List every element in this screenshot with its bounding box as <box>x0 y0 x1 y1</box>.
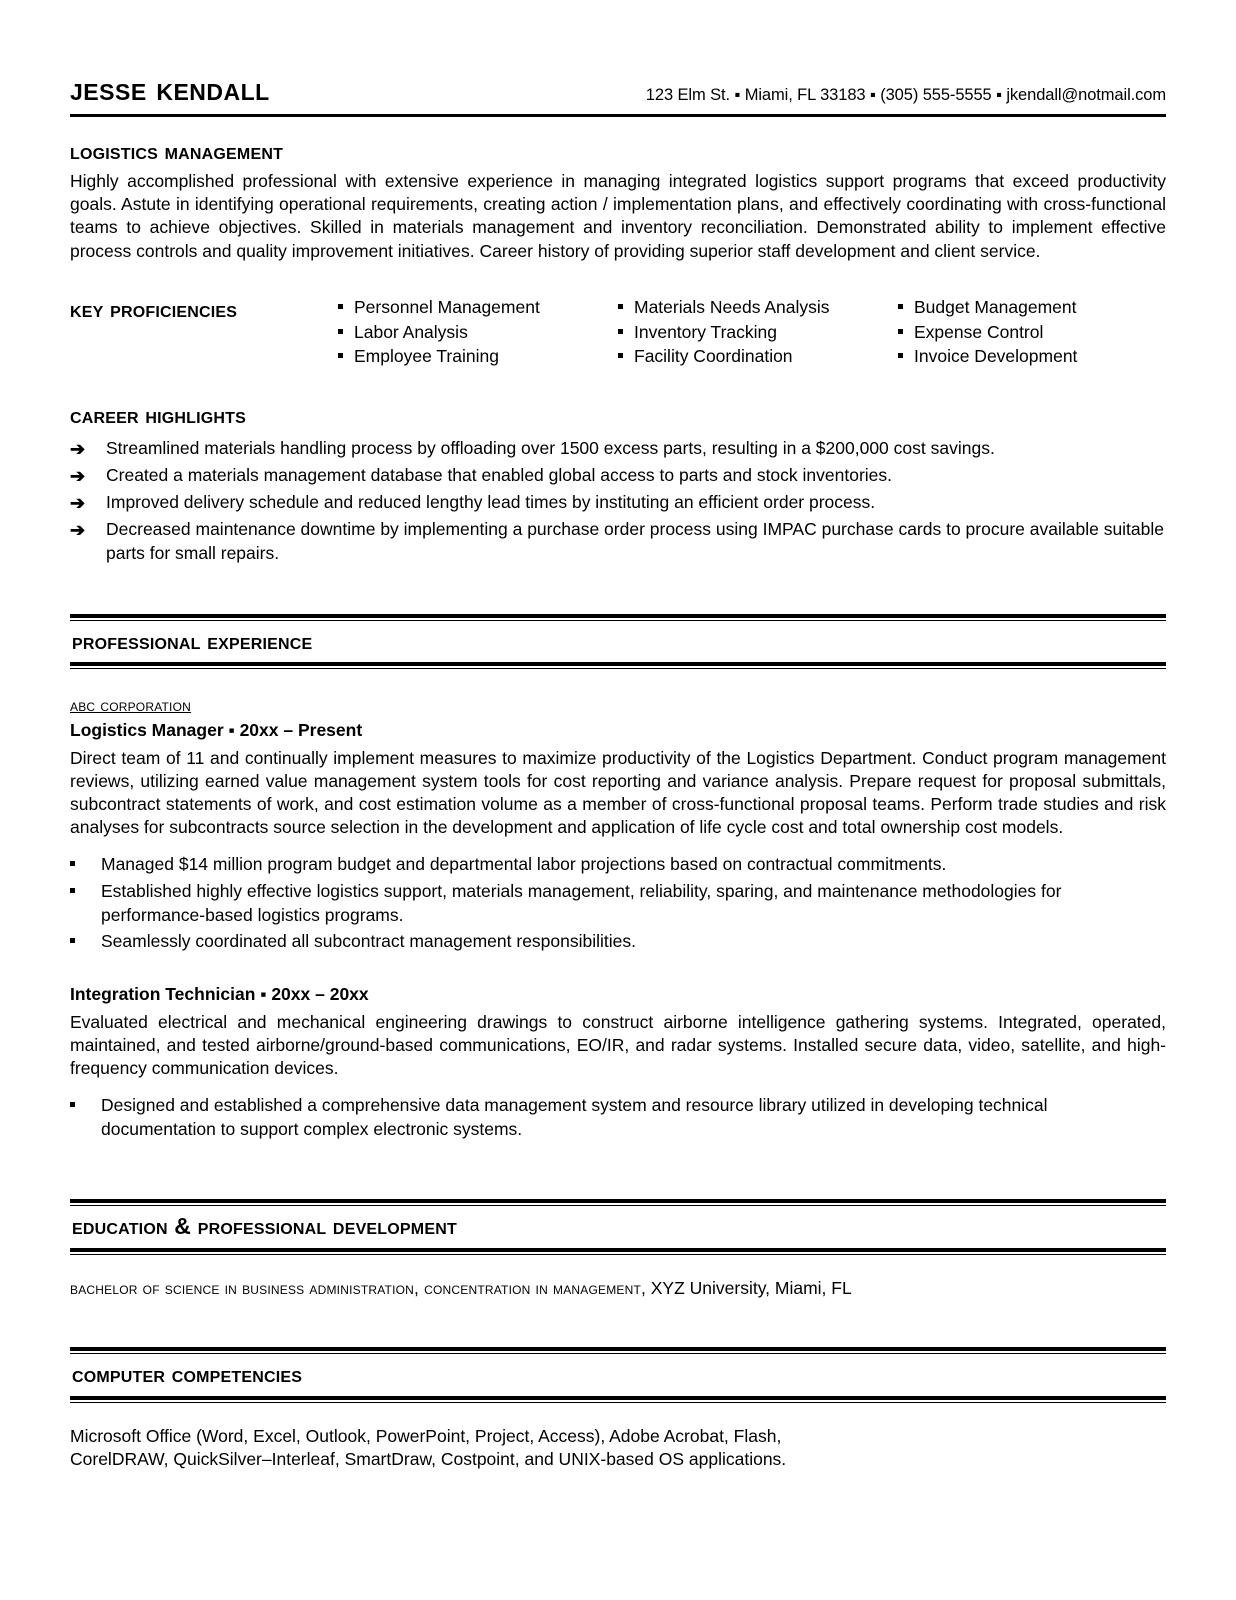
computer-title: computer competencies <box>72 1361 303 1388</box>
list-item <box>70 853 1166 877</box>
arrow-bullet-icon: ➔ <box>70 520 86 541</box>
section-rule-top <box>70 1199 1166 1206</box>
proficiencies-columns <box>338 295 1166 370</box>
highlight-text: Improved delivery schedule and reduced lengthy lead times by instituting an efficient order process. <box>106 492 876 513</box>
contact-line: 123 Elm St. ▪ Miami, FL 33183 ▪ (305) 555-5555 ▪ jkendall@notmail.com <box>645 86 1166 104</box>
proficiency-label: Materials Needs Analysis <box>634 296 830 317</box>
section-rule-bottom <box>70 1248 1166 1255</box>
company-name: abc corporation <box>70 694 191 715</box>
square-bullet-icon <box>70 1094 101 1107</box>
square-bullet-icon <box>70 880 101 893</box>
proficiency-label: Invoice Development <box>914 346 1078 367</box>
square-bullet-icon <box>70 930 101 943</box>
square-bullet-icon <box>338 304 343 309</box>
proficiency-label: Employee Training <box>354 346 499 367</box>
bullet-text: Designed and established a comprehensive data management system and resource library utilized in developing technical documentation to support complex electronic systems. <box>101 1095 1048 1139</box>
education-entry <box>70 1277 1166 1300</box>
resume-header <box>70 0 1166 107</box>
square-bullet-icon <box>618 353 623 358</box>
job-bullets <box>70 1094 1166 1141</box>
header-divider <box>70 114 1166 117</box>
summary-title: logistics management <box>70 138 284 164</box>
section-rule-bottom <box>70 1396 1166 1403</box>
computer-skills-line: CorelDRAW, QuickSilver–Interleaf, SmartDraw, Costpoint, and UNIX-based OS applications. <box>70 1448 787 1469</box>
proficiencies-column <box>338 295 618 370</box>
section-rule-top <box>70 614 1166 621</box>
arrow-bullet-icon: ➔ <box>70 493 86 514</box>
job-title: Logistics Manager ▪ 20xx – Present <box>70 719 363 740</box>
square-bullet-icon <box>338 353 343 358</box>
computer-skills <box>70 1425 1166 1472</box>
highlights-title: career highlights <box>70 402 247 429</box>
job-description: Direct team of 11 and continually implement measures to maximize productivity of the Logistics Department. Conduct program management reviews, utilizing earned value management system tools for cost reporting and variance analysis. Prepare request for proposal submittals, subcontract statements of work, and cost estimation volume as a member of cross-functional proposal teams. Perform trade studies and risk analyses for subcontracts source selection in the development and application of life cycle cost and total ownership cost models. <box>70 747 1166 838</box>
list-item <box>338 295 618 320</box>
list-item <box>618 344 898 369</box>
list-item <box>898 320 1148 345</box>
square-bullet-icon <box>898 329 903 334</box>
arrow-bullet-icon: ➔ <box>70 465 86 486</box>
list-item <box>70 437 1166 461</box>
bullet-text: Seamlessly coordinated all subcontract management responsibilities. <box>101 931 636 952</box>
education-title: education & professional development <box>72 1213 457 1240</box>
job-description: Evaluated electrical and mechanical engineering drawings to construct airborne intelligence gathering systems. Integrated, operated, maintained, and tested airborne/ground-based communications, EO/IR, and radar systems. Installed secure data, video, satellite, and high-frequency communication devices. <box>70 1011 1166 1078</box>
bullet-text: Managed $14 million program budget and departmental labor projections based on contractual commitments. <box>101 854 947 875</box>
square-bullet-icon <box>338 329 343 334</box>
list-item <box>898 344 1148 369</box>
proficiency-label: Facility Coordination <box>634 346 793 367</box>
highlight-text: Decreased maintenance downtime by implementing a purchase order process using IMPAC purchase cards to procure available suitable parts for small repairs. <box>106 519 1165 564</box>
list-item <box>70 491 1166 515</box>
highlight-text: Created a materials management database that enabled global access to parts and stock inventories. <box>106 464 893 485</box>
degree-institution: , XYZ University, Miami, FL <box>641 1277 852 1298</box>
proficiencies-column <box>618 295 898 370</box>
list-item <box>70 930 1166 954</box>
key-proficiencies-section <box>70 295 1166 370</box>
resume-content <box>70 0 1166 1471</box>
square-bullet-icon <box>898 304 903 309</box>
list-item <box>338 344 618 369</box>
section-rule-top <box>70 1347 1166 1354</box>
proficiencies-title: key proficiencies <box>70 295 238 322</box>
list-item <box>338 320 618 345</box>
section-rule-bottom <box>70 662 1166 669</box>
highlights-list <box>70 437 1166 566</box>
square-bullet-icon <box>70 853 101 866</box>
list-item <box>70 1094 1166 1141</box>
proficiency-label: Inventory Tracking <box>634 321 777 342</box>
square-bullet-icon <box>618 329 623 334</box>
experience-entry <box>70 669 1166 1141</box>
list-item <box>70 518 1166 565</box>
job-title: Integration Technician ▪ 20xx – 20xx <box>70 983 369 1004</box>
degree-name: bachelor of science in business administration, concentration in management <box>70 1277 642 1298</box>
list-item <box>618 295 898 320</box>
job-bullets <box>70 853 1166 954</box>
list-item <box>70 464 1166 488</box>
arrow-bullet-icon: ➔ <box>70 438 86 459</box>
candidate-name: jesse kendall <box>70 70 270 107</box>
proficiency-label: Personnel Management <box>354 296 540 317</box>
bullet-text: Established highly effective logistics support, materials management, reliability, sparing, and maintenance methodologies for performance-based logistics programs. <box>101 880 1062 925</box>
computer-skills-line: Microsoft Office (Word, Excel, Outlook, PowerPoint, Project, Access), Adobe Acrobat, Flash, <box>70 1425 782 1446</box>
highlight-text: Streamlined materials handling process by offloading over 1500 excess parts, resulting in a $200,000 cost savings. <box>106 437 995 458</box>
proficiencies-column <box>898 295 1148 370</box>
list-item <box>618 320 898 345</box>
experience-title: professional experience <box>72 627 313 654</box>
experience-section-header <box>70 614 1166 669</box>
square-bullet-icon <box>898 353 903 358</box>
education-section-header <box>70 1199 1166 1254</box>
computer-section-header <box>70 1347 1166 1402</box>
square-bullet-icon <box>618 304 623 309</box>
summary-paragraph: Highly accomplished professional with extensive experience in managing integrated logistics support programs that exceed productivity goals. Astute in identifying operational requirements, creating action / implementation plans, and effectively coordinating with cross-functional teams to achieve objectives. Skilled in materials management and inventory reconciliation. Demonstrated ability to implement effective process controls and quality improvement initiatives. Career history of providing superior staff development and client service. <box>70 171 1166 261</box>
proficiency-label: Expense Control <box>914 321 1044 342</box>
proficiency-label: Budget Management <box>914 296 1077 317</box>
proficiency-label: Labor Analysis <box>354 321 468 342</box>
list-item <box>898 295 1148 320</box>
list-item <box>70 880 1166 927</box>
